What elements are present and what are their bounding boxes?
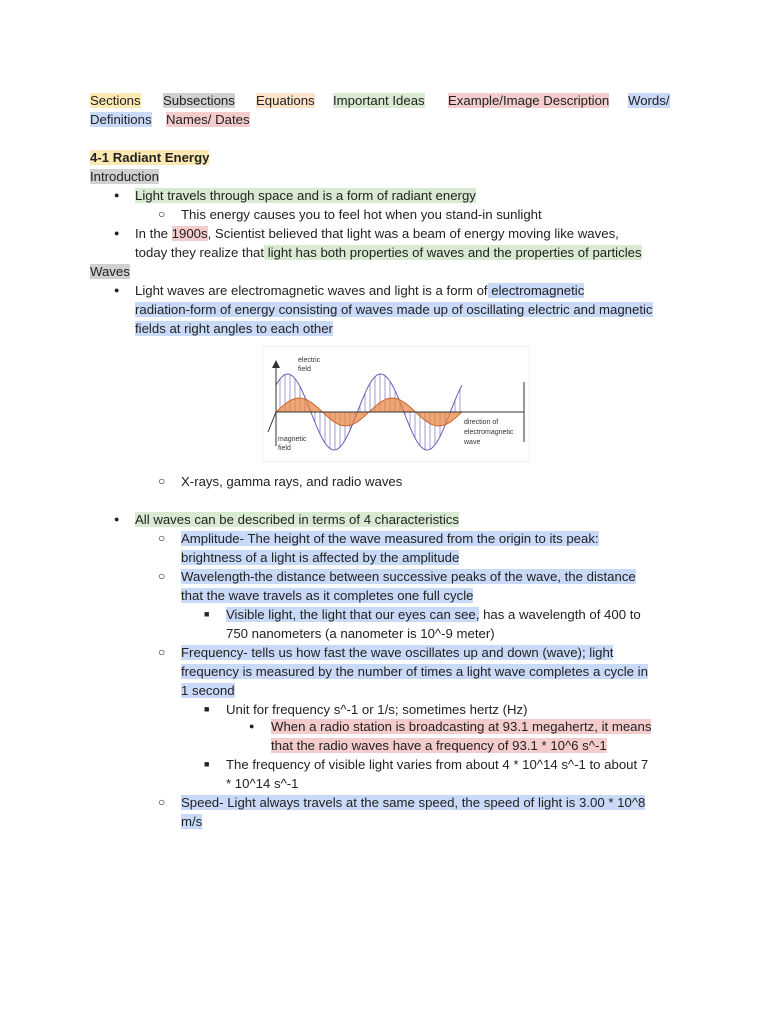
intro-bullet-1-wrap xyxy=(135,186,476,205)
legend-important-wrap xyxy=(333,91,425,110)
intro-heading: Introduction xyxy=(90,169,159,184)
electric-label-1: electric xyxy=(298,357,321,364)
speed-line-2-wrap xyxy=(181,812,202,831)
magnetic-label-2: field xyxy=(278,445,291,452)
frequency-unit: Unit for frequency s^-1 or 1/s; sometimes hertz (Hz) xyxy=(226,702,528,717)
section-title: 4-1 Radiant Energy xyxy=(90,150,210,165)
legend-words: Words/ xyxy=(628,93,670,108)
intro-bullet-2-rest: , Scientist believed that light was a beam of energy moving like waves, xyxy=(207,226,619,241)
waves-heading: Waves xyxy=(90,264,130,279)
frequency-line-2-wrap xyxy=(181,662,648,681)
legend-sections: Sections xyxy=(90,93,141,108)
visible-frequency-line-1: The frequency of visible light varies from about 4 * 10^14 s^-1 to about 7 xyxy=(226,757,649,772)
intro-bullet-2-line-2 xyxy=(135,243,642,262)
circle-bullet-icon: ○ xyxy=(158,531,166,545)
visible-frequency-line-2: * 10^14 s^-1 xyxy=(226,776,299,791)
frequency-line-2: frequency is measured by the number of times a light wave completes a cycle in xyxy=(181,664,648,679)
bullet-icon: ● xyxy=(249,721,255,731)
visible-light-line-1 xyxy=(226,605,641,624)
waves-heading-wrap xyxy=(90,262,130,281)
waves-bullet-hl: electromagnetic xyxy=(487,283,585,298)
frequency-line-1: Frequency- tells us how fast the wave oscillates up and down (wave); light xyxy=(181,645,614,660)
legend-names-wrap xyxy=(166,110,250,129)
square-bullet-icon: ■ xyxy=(204,609,210,619)
speed-line-1: Speed- Light always travels at the same speed, the speed of light is 3.00 * 10^8 xyxy=(181,795,646,810)
amplitude-line-2-wrap xyxy=(181,548,459,567)
bullet-icon: ● xyxy=(114,190,120,200)
amplitude-line-1-wrap xyxy=(181,529,599,548)
intro-bullet-2-line-1 xyxy=(135,224,619,243)
intro-heading-wrap xyxy=(90,167,159,186)
intro-bullet-2-pre: In the xyxy=(135,226,172,241)
wavelength-line-2: that the wave travels as it completes one full cycle xyxy=(181,588,474,603)
radio-line-1-wrap xyxy=(271,717,651,736)
section-title-wrap xyxy=(90,148,209,167)
legend-equations: Equations xyxy=(256,93,315,108)
legend-equations-wrap xyxy=(256,91,315,110)
legend-subsections-wrap xyxy=(163,91,235,110)
bullet-icon: ● xyxy=(114,514,120,524)
intro-bullet-2-line2-pre: today they realize that xyxy=(135,245,265,260)
legend-names-dates: Names/ Dates xyxy=(166,112,250,127)
intro-bullet-1: Light travels through space and is a form of radiant energy xyxy=(135,188,476,203)
intro-bullet-2-line2-hl: light has both properties of waves and the properties of particles xyxy=(264,245,642,260)
radio-line-2: that the radio waves have a frequency of 93.1 * 10^6 s^-1 xyxy=(271,738,607,753)
bullet-icon: ● xyxy=(114,228,120,238)
speed-line-1-wrap xyxy=(181,793,645,812)
waves-bullet-line-2: radiation-form of energy consisting of waves made up of oscillating electric and magnetic xyxy=(135,302,653,317)
wavelength-line-1: Wavelength-the distance between successive peaks of the wave, the distance xyxy=(181,569,636,584)
intro-sub-bullet: This energy causes you to feel hot when you stand-in sunlight xyxy=(181,207,542,222)
legend-important-ideas: Important Ideas xyxy=(333,93,425,108)
square-bullet-icon: ■ xyxy=(204,704,210,714)
electric-label-2: field xyxy=(298,366,311,373)
amplitude-line-2: brightness of a light is affected by the amplitude xyxy=(181,550,460,565)
direction-label-2: electromagnetic xyxy=(464,429,514,436)
radio-line-1: When a radio station is broadcasting at 93.1 megahertz, it means xyxy=(271,719,652,734)
wavelength-line-2-wrap xyxy=(181,586,473,605)
speed-line-2: m/s xyxy=(181,814,203,829)
characteristics-intro-wrap xyxy=(135,510,459,529)
legend-example-wrap xyxy=(448,91,609,110)
circle-bullet-icon: ○ xyxy=(158,795,166,809)
legend-row-2 xyxy=(90,110,152,129)
magnetic-label-1: magnetic xyxy=(278,436,307,443)
square-bullet-icon: ■ xyxy=(204,759,210,769)
circle-bullet-icon: ○ xyxy=(158,569,166,583)
circle-bullet-icon: ○ xyxy=(158,474,166,488)
visible-light-line-2: 750 nanometers (a nanometer is 10^-9 meter) xyxy=(226,626,495,641)
frequency-line-1-wrap xyxy=(181,643,613,662)
visible-light-hl: Visible light, the light that our eyes can see, xyxy=(226,607,480,622)
waves-bullet-line-2-wrap xyxy=(135,300,653,319)
bullet-icon: ● xyxy=(114,285,120,295)
waves-bullet-line-1 xyxy=(135,281,584,300)
legend-definitions: Definitions xyxy=(90,112,152,127)
wavelength-line-1-wrap xyxy=(181,567,636,586)
em-wave-figure xyxy=(262,346,530,462)
circle-bullet-icon: ○ xyxy=(158,207,166,221)
frequency-line-3-wrap xyxy=(181,681,235,700)
wave-examples: X-rays, gamma rays, and radio waves xyxy=(181,474,403,489)
legend-words-wrap xyxy=(628,91,670,110)
radio-line-2-wrap xyxy=(271,736,607,755)
year-1900s: 1900s xyxy=(171,226,208,241)
waves-bullet-line-3: fields at right angles to each other xyxy=(135,321,333,336)
waves-bullet-line-3-wrap xyxy=(135,319,333,338)
direction-label-1: direction of xyxy=(464,419,499,426)
legend-example: Example/Image Description xyxy=(448,93,610,108)
circle-bullet-icon: ○ xyxy=(158,645,166,659)
frequency-line-3: 1 second xyxy=(181,683,235,698)
characteristics-intro: All waves can be described in terms of 4 characteristics xyxy=(135,512,459,527)
legend-row-1 xyxy=(90,91,141,110)
waves-bullet-pre: Light waves are electromagnetic waves and light is a form of xyxy=(135,283,488,298)
amplitude-line-1: Amplitude- The height of the wave measured from the origin to its peak: xyxy=(181,531,599,546)
direction-label-3: wave xyxy=(464,439,481,446)
legend-subsections: Subsections xyxy=(163,93,235,108)
visible-light-rest: has a wavelength of 400 to xyxy=(479,607,641,622)
